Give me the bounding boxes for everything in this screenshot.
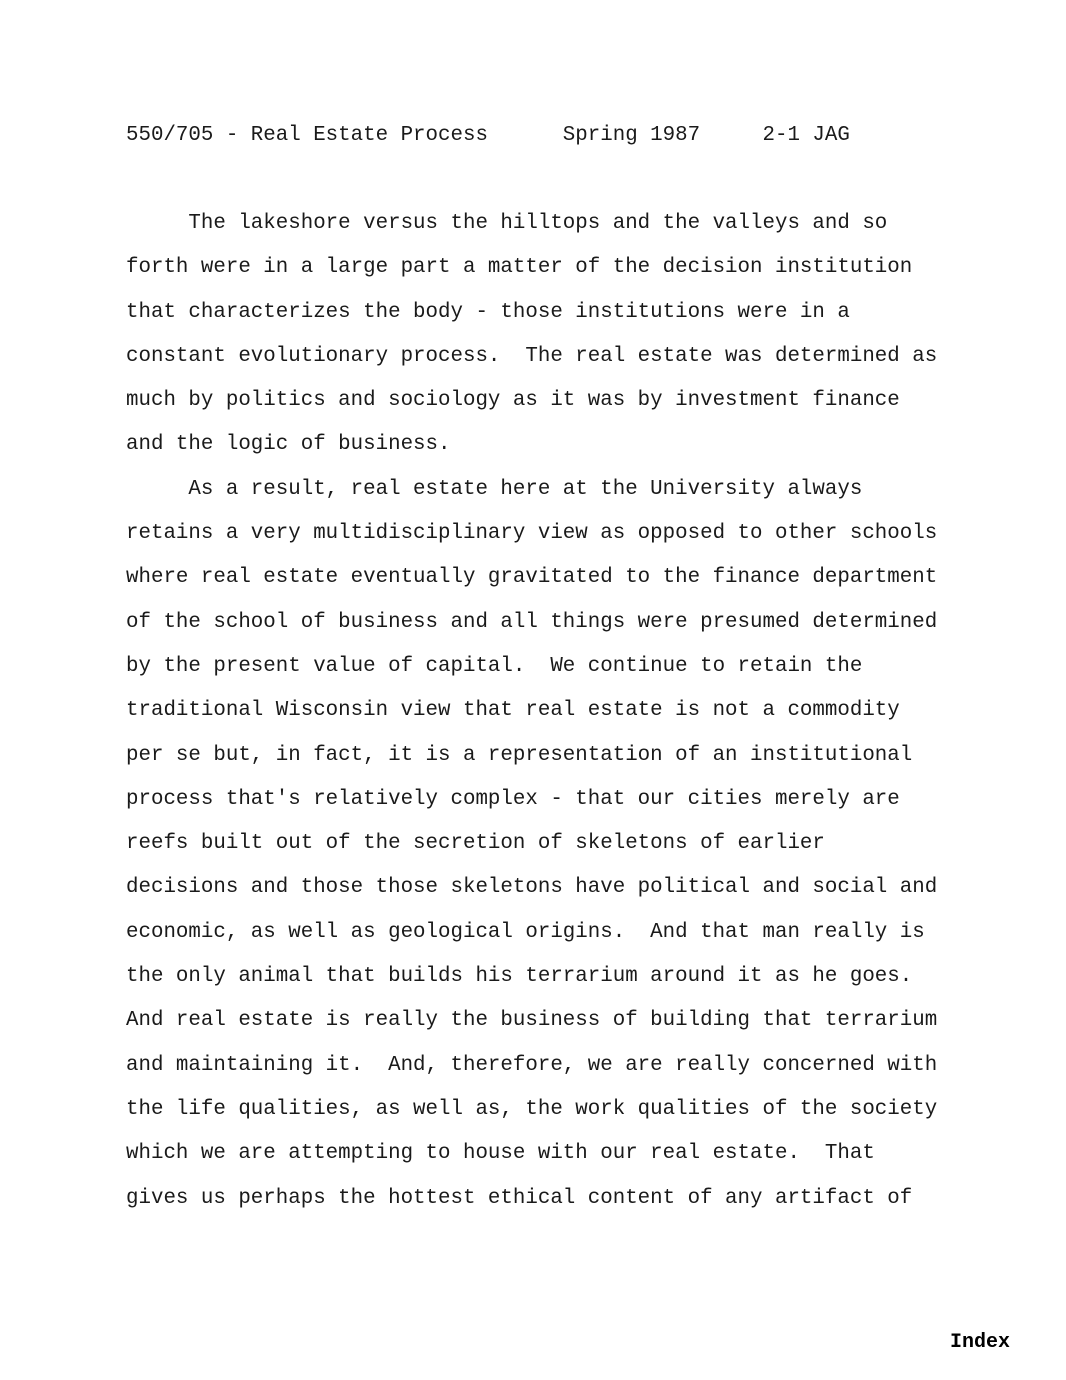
- text-line: The lakeshore versus the hilltops and the valleys and so: [126, 212, 888, 235]
- text-line: of the school of business and all things were presumed determined: [126, 610, 938, 634]
- body-text: [126, 208, 956, 1227]
- text-line: gives us perhaps the hottest ethical content of any artifact of: [126, 1186, 913, 1210]
- text-line: where real estate eventually gravitated to the finance department: [126, 566, 938, 590]
- text-line: economic, as well as geological origins. And that man really is: [126, 920, 925, 944]
- text-line: the life qualities, as well as, the work qualities of the society: [126, 1097, 938, 1121]
- text-line: per se but, in fact, it is a representation of an institutional: [126, 743, 913, 767]
- text-line: and the logic of business.: [126, 433, 451, 457]
- text-line: and maintaining it. And, therefore, we are really concerned with: [126, 1053, 938, 1077]
- text-line: decisions and those those skeletons have political and social and: [126, 876, 938, 900]
- index-link[interactable]: Index: [950, 1331, 1011, 1354]
- text-line: And real estate is really the business of building that terrarium: [126, 1009, 938, 1033]
- text-line: the only animal that builds his terrarium around it as he goes.: [126, 965, 913, 989]
- text-line: which we are attempting to house with our real estate. That: [126, 1142, 875, 1166]
- text-line: retains a very multidisciplinary view as opposed to other schools: [126, 522, 938, 546]
- text-line: reefs built out of the secretion of skeletons of earlier: [126, 832, 825, 856]
- text-line: that characterizes the body - those institutions were in a: [126, 300, 850, 324]
- text-line: traditional Wisconsin view that real estate is not a commodity: [126, 699, 900, 723]
- text-line: by the present value of capital. We continue to retain the: [126, 654, 863, 678]
- text-line: much by politics and sociology as it was by investment finance: [126, 389, 900, 413]
- page-header: 550/705 - Real Estate Process Spring 1987 2-1 JAG: [126, 124, 850, 147]
- text-line: process that's relatively complex - that our cities merely are: [126, 787, 900, 811]
- text-line: forth were in a large part a matter of the decision institution: [126, 256, 913, 280]
- text-line: constant evolutionary process. The real estate was determined as: [126, 344, 938, 368]
- text-line: As a result, real estate here at the University always: [126, 477, 863, 501]
